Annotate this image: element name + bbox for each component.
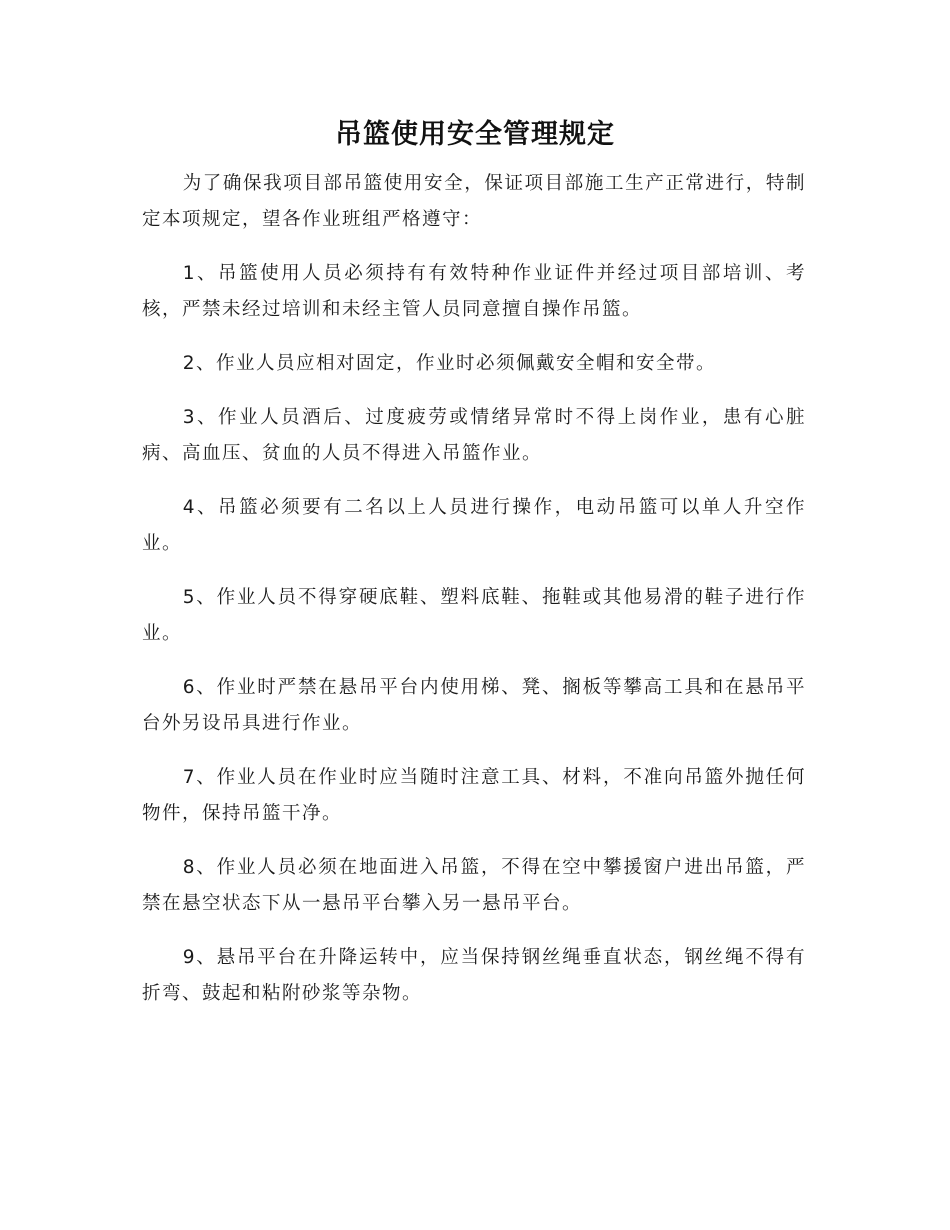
rule-paragraph-3: 3、作业人员酒后、过度疲劳或情绪异常时不得上岗作业，患有心脏病、高血压、贫血的人员不得进入吊篮作业。 [142,407,806,464]
intro-paragraph: 为了确保我项目部吊篮使用安全，保证项目部施工生产正常进行，特制定本项规定，望各作业班组严格遵守： [142,173,806,230]
rule-paragraph-4: 4、吊篮必须要有二名以上人员进行操作，电动吊篮可以单人升空作业。 [142,497,806,554]
rule-paragraph-7: 7、作业人员在作业时应当随时注意工具、材料，不准向吊篮外抛任何物件，保持吊篮干净。 [142,767,806,824]
rule-paragraph-8: 8、作业人员必须在地面进入吊篮，不得在空中攀援窗户进出吊篮，严禁在悬空状态下从一悬吊平台攀入另一悬吊平台。 [142,857,806,914]
document-title: 吊篮使用安全管理规定 [335,119,615,150]
rule-paragraph-2: 2、作业人员应相对固定，作业时必须佩戴安全帽和安全带。 [182,353,716,374]
rule-paragraph-5: 5、作业人员不得穿硬底鞋、塑料底鞋、拖鞋或其他易滑的鞋子进行作业。 [142,587,806,644]
document-body [142,166,806,1030]
rule-paragraph-9: 9、悬吊平台在升降运转中，应当保持钢丝绳垂直状态，钢丝绳不得有折弯、鼓起和粘附砂浆等杂物。 [142,947,806,1004]
rule-paragraph-6: 6、作业时严禁在悬吊平台内使用梯、凳、搁板等攀高工具和在悬吊平台外另设吊具进行作业。 [142,677,806,734]
rule-paragraph-1: 1、吊篮使用人员必须持有有效特种作业证件并经过项目部培训、考核，严禁未经过培训和未经主管人员同意擅自操作吊篮。 [142,263,806,320]
